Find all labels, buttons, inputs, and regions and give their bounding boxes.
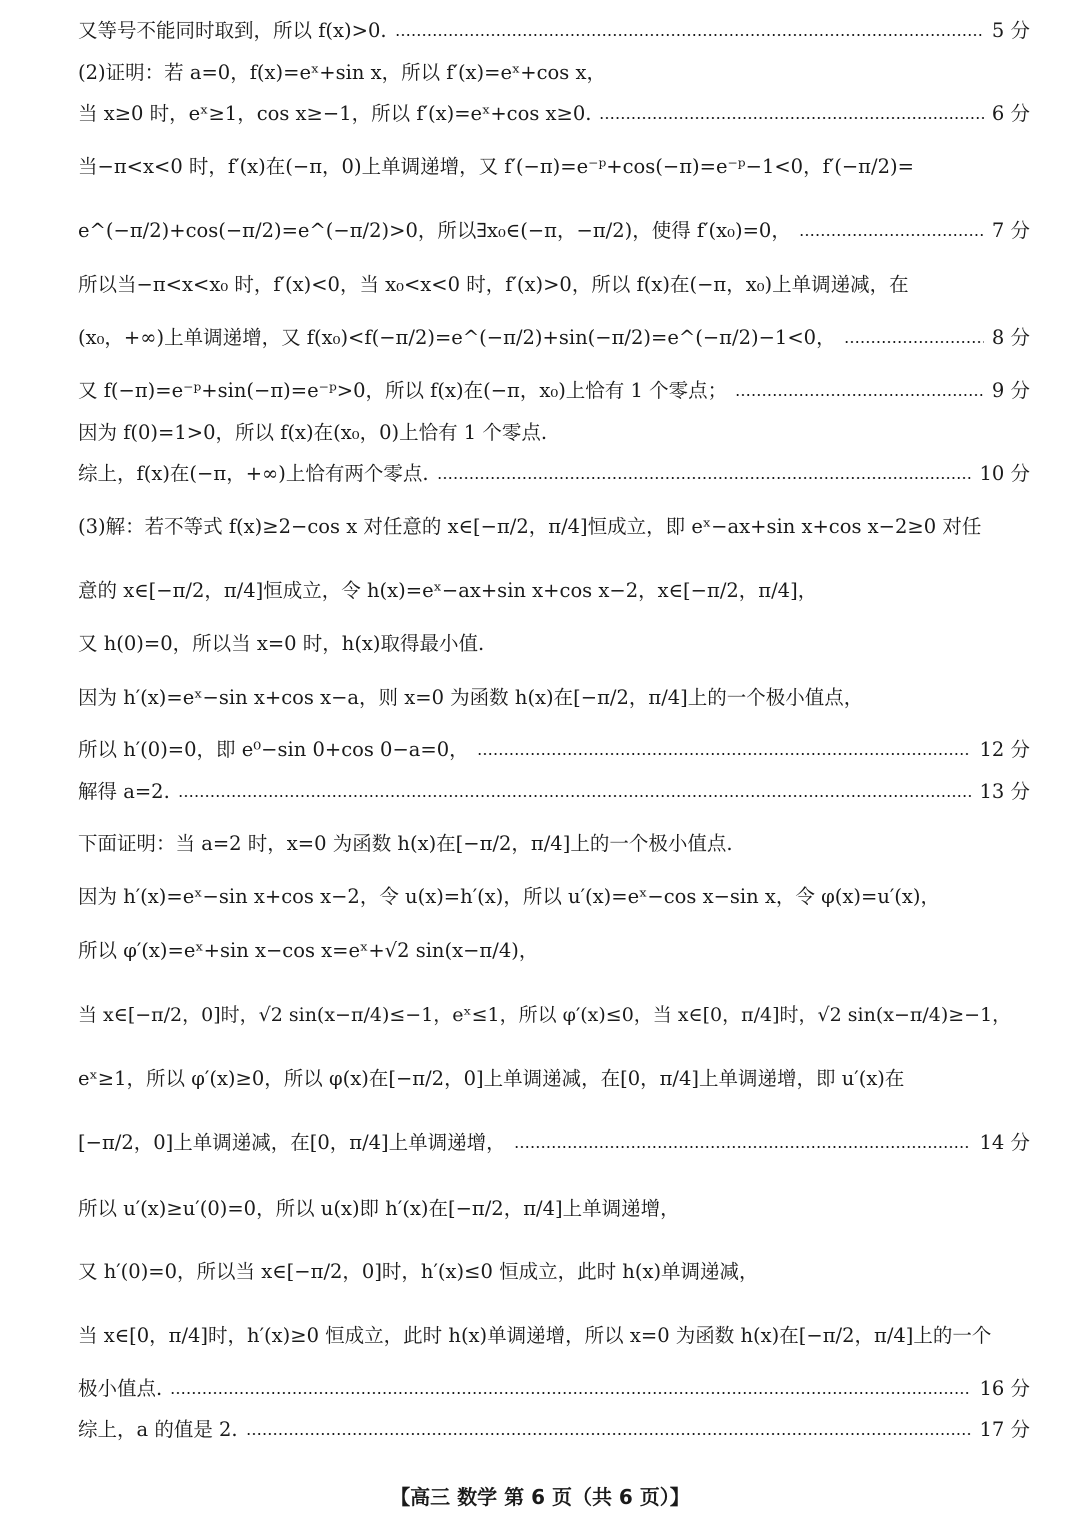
line-text: 所以 u′(x)≥u′(0)=0，所以 u(x)即 h′(x)在[−π/2，π/4]上单调递增，: [78, 1197, 680, 1220]
leader-dots: [599, 117, 983, 119]
solution-line: [78, 1259, 1030, 1285]
line-text: 又 f(−π)=e⁻ᵖ+sin(−π)=e⁻ᵖ>0，所以 f(x)在(−π，x₀)上恰有 1 个零点；: [78, 379, 728, 402]
leader-dots: [514, 1146, 972, 1148]
line-text: 又等号不能同时取到，所以 f(x)>0.: [78, 19, 387, 42]
line-text: (2)证明：若 a=0，f(x)=eˣ+sin x，所以 f′(x)=eˣ+cos x，: [78, 61, 607, 84]
line-score: 16 分: [979, 1377, 1030, 1400]
solution-line: [78, 938, 1030, 964]
solution-line: [78, 1066, 1030, 1092]
leader-dots: [477, 753, 972, 755]
solution-line: [78, 685, 1030, 711]
solution-line: [78, 18, 1030, 44]
line-score: 13 分: [979, 780, 1030, 803]
line-score: 5 分: [991, 19, 1030, 42]
line-text: 因为 h′(x)=eˣ−sin x+cos x−2，令 u(x)=h′(x)，所以 u′(x)=eˣ−cos x−sin x，令 φ(x)=u′(x)，: [78, 885, 941, 908]
leader-dots: [735, 394, 984, 396]
line-score: 7 分: [991, 219, 1030, 242]
line-text: (3)解：若不等式 f(x)≥2−cos x 对任意的 x∈[−π/2，π/4]恒成立，即 eˣ−ax+sin x+cos x−2≥0 对任: [78, 515, 982, 538]
solution-line: [78, 1417, 1030, 1443]
solution-line: [78, 578, 1030, 604]
line-text: 极小值点.: [78, 1377, 163, 1400]
line-text: 所以 h′(0)=0，即 e⁰−sin 0+cos 0−a=0，: [78, 738, 469, 761]
line-text: 解得 a=2.: [78, 780, 170, 803]
line-score: 6 分: [991, 102, 1030, 125]
solution-line: [78, 461, 1030, 487]
line-text: 当 x∈[0，π/4]时，h′(x)≥0 恒成立，此时 h(x)单调递增，所以 x=0 为函数 h(x)在[−π/2，π/4]上的一个: [78, 1324, 992, 1347]
line-text: 下面证明：当 a=2 时，x=0 为函数 h(x)在[−π/2，π/4]上的一个极小值点.: [78, 832, 733, 855]
line-score: 9 分: [991, 379, 1030, 402]
line-text: 又 h(0)=0，所以当 x=0 时，h(x)取得最小值.: [78, 632, 485, 655]
solution-line: [78, 1130, 1030, 1156]
solution-line: [78, 779, 1030, 805]
solution-line: [78, 272, 1030, 298]
solution-line: [78, 831, 1030, 857]
line-text: [−π/2，0]上单调递减，在[0，π/4]上单调递增，: [78, 1131, 506, 1154]
line-text: 因为 f(0)=1>0，所以 f(x)在(x₀，0)上恰有 1 个零点.: [78, 421, 548, 444]
page-footer: 【高三 数学 第 6 页（共 6 页）】: [390, 1485, 690, 1509]
line-text: e^(−π/2)+cos(−π/2)=e^(−π/2)>0，所以∃x₀∈(−π，−π/2)，使得 f′(x₀)=0，: [78, 219, 791, 242]
line-text: 综上，f(x)在(−π，+∞)上恰有两个零点.: [78, 462, 429, 485]
leader-dots: [799, 234, 984, 236]
line-text: 因为 h′(x)=eˣ−sin x+cos x−a，则 x=0 为函数 h(x)在[−π/2，π/4]上的一个极小值点，: [78, 686, 864, 709]
leader-dots: [178, 795, 972, 797]
solution-line: [78, 101, 1030, 127]
line-score: 8 分: [991, 326, 1030, 349]
line-score: 12 分: [979, 738, 1030, 761]
leader-dots: [437, 477, 972, 479]
solution-line: [78, 737, 1030, 763]
leader-dots: [246, 1433, 972, 1435]
line-text: (x₀，+∞)上单调递增，又 f(x₀)<f(−π/2)=e^(−π/2)+sin(−π/2)=e^(−π/2)−1<0，: [78, 326, 836, 349]
leader-dots: [395, 34, 984, 36]
line-text: 当 x≥0 时，eˣ≥1，cos x≥−1，所以 f′(x)=eˣ+cos x≥0.: [78, 102, 592, 125]
leader-dots: [170, 1392, 971, 1394]
leader-dots: [844, 341, 984, 343]
solution-line: [78, 1376, 1030, 1402]
solution-line: [78, 378, 1030, 404]
solution-line: [78, 1323, 1030, 1349]
line-text: 当−π<x<0 时，f′(x)在(−π，0)上单调递增，又 f′(−π)=e⁻ᵖ+cos(−π)=e⁻ᵖ−1<0，f′(−π/2)=: [78, 155, 914, 178]
line-text: eˣ≥1，所以 φ′(x)≥0，所以 φ(x)在[−π/2，0]上单调递减，在[0，π/4]上单调递增，即 u′(x)在: [78, 1067, 905, 1090]
line-text: 所以 φ′(x)=eˣ+sin x−cos x=eˣ+√2 sin(x−π/4)，: [78, 939, 539, 962]
solution-line: [78, 1002, 1030, 1028]
solution-line: [78, 884, 1030, 910]
line-text: 当 x∈[−π/2，0]时，√2 sin(x−π/4)≤−1，eˣ≤1，所以 φ′(x)≤0，当 x∈[0，π/4]时，√2 sin(x−π/4)≥−1，: [78, 1004, 1012, 1026]
line-text: 意的 x∈[−π/2，π/4]恒成立，令 h(x)=eˣ−ax+sin x+cos x−2，x∈[−π/2，π/4]，: [78, 579, 818, 602]
line-score: 10 分: [979, 462, 1030, 485]
line-text: 综上，a 的值是 2.: [78, 1418, 238, 1441]
solution-line: [78, 1196, 1030, 1222]
solution-line: [78, 60, 1030, 86]
solution-line: [78, 514, 1030, 540]
line-score: 14 分: [979, 1131, 1030, 1154]
solution-line: [78, 631, 1030, 657]
line-text: 又 h′(0)=0，所以当 x∈[−π/2，0]时，h′(x)≤0 恒成立，此时 h(x)单调递减，: [78, 1260, 759, 1283]
solution-line: [78, 420, 1030, 446]
solution-line: [78, 154, 1030, 180]
solution-line: [78, 325, 1030, 351]
line-score: 17 分: [979, 1418, 1030, 1441]
solution-line: [78, 218, 1030, 244]
line-text: 所以当−π<x<x₀ 时，f′(x)<0，当 x₀<x<0 时，f′(x)>0，所以 f(x)在(−π，x₀)上单调递减，在: [78, 273, 909, 296]
